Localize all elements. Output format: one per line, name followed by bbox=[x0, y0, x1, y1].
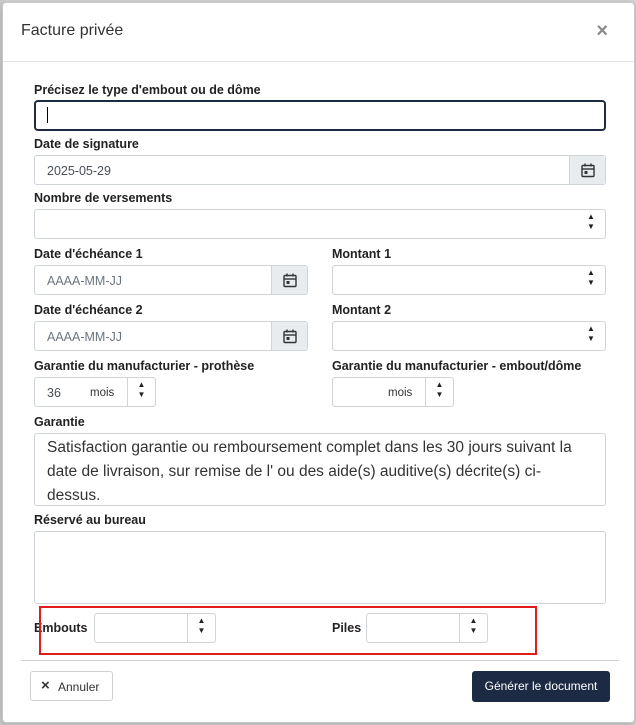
cancel-button-label: Annuler bbox=[58, 680, 100, 694]
spin-down-icon[interactable]: ▼ bbox=[587, 334, 595, 343]
spin-up-icon[interactable]: ▲ bbox=[587, 268, 595, 277]
modal-header bbox=[3, 3, 634, 62]
spin-down-icon[interactable]: ▼ bbox=[435, 390, 444, 399]
garantie-prothese-value: 36 bbox=[47, 386, 61, 400]
spin-up-icon[interactable]: ▲ bbox=[435, 380, 444, 389]
spin-up-icon[interactable]: ▲ bbox=[587, 324, 595, 333]
date-signature-label: Date de signature bbox=[34, 137, 139, 151]
date-echeance-1-input[interactable] bbox=[34, 265, 308, 295]
nombre-versements-spinner[interactable] bbox=[577, 210, 605, 238]
spin-down-icon[interactable]: ▼ bbox=[587, 222, 595, 231]
garantie-label: Garantie bbox=[34, 415, 85, 429]
spin-down-icon[interactable]: ▼ bbox=[137, 390, 146, 399]
date-echeance-1-label: Date d'échéance 1 bbox=[34, 247, 143, 261]
close-icon: × bbox=[41, 677, 50, 694]
montant-2-label: Montant 2 bbox=[332, 303, 392, 317]
embouts-label: Embouts bbox=[34, 621, 88, 635]
montant-2-spinner[interactable] bbox=[577, 322, 605, 350]
reserve-bureau-textarea[interactable] bbox=[34, 531, 606, 604]
nombre-versements-label: Nombre de versements bbox=[34, 191, 173, 205]
montant-1-label: Montant 1 bbox=[332, 247, 392, 261]
garantie-embout-input[interactable] bbox=[332, 377, 454, 407]
piles-label: Piles bbox=[332, 621, 362, 635]
garantie-embout-spinner[interactable] bbox=[425, 378, 453, 406]
reserve-bureau-label: Réservé au bureau bbox=[34, 513, 146, 527]
footer-divider bbox=[21, 660, 619, 661]
montant-1-spinner[interactable] bbox=[577, 266, 605, 294]
spin-down-icon[interactable]: ▼ bbox=[469, 626, 478, 635]
garantie-prothese-unit: mois bbox=[90, 387, 115, 399]
garantie-textarea[interactable]: Satisfaction garantie ou remboursement complet dans les 30 jours suivant la date de livraison, sur remise de l' ou des aide(s) auditive(s) décrite(s) ci-dessus. bbox=[34, 433, 606, 506]
calendar-icon[interactable] bbox=[271, 322, 307, 350]
spin-down-icon[interactable]: ▼ bbox=[587, 278, 595, 287]
highlight-box bbox=[39, 606, 537, 655]
date-echeance-2-label: Date d'échéance 2 bbox=[34, 303, 143, 317]
spin-down-icon[interactable]: ▼ bbox=[197, 626, 206, 635]
date-signature-input[interactable] bbox=[34, 155, 606, 185]
date-echeance-1-placeholder: AAAA-MM-JJ bbox=[47, 274, 122, 288]
text-caret bbox=[47, 107, 48, 123]
date-signature-value: 2025-05-29 bbox=[47, 164, 111, 178]
type-embout-label: Précisez le type d'embout ou de dôme bbox=[34, 83, 261, 97]
nombre-versements-input[interactable] bbox=[34, 209, 606, 239]
invoice-modal bbox=[2, 2, 635, 723]
garantie-embout-label: Garantie du manufacturier - embout/dôme bbox=[332, 359, 582, 373]
generate-document-button[interactable]: Générer le document bbox=[472, 671, 610, 702]
close-icon[interactable]: × bbox=[596, 20, 608, 42]
spin-up-icon[interactable]: ▲ bbox=[197, 616, 206, 625]
date-echeance-2-placeholder: AAAA-MM-JJ bbox=[47, 330, 122, 344]
calendar-icon[interactable] bbox=[271, 266, 307, 294]
garantie-prothese-label: Garantie du manufacturier - prothèse bbox=[34, 359, 255, 373]
calendar-icon[interactable] bbox=[569, 156, 605, 184]
montant-1-input[interactable] bbox=[332, 265, 606, 295]
garantie-prothese-spinner[interactable] bbox=[127, 378, 155, 406]
spin-up-icon[interactable]: ▲ bbox=[587, 212, 595, 221]
garantie-embout-unit: mois bbox=[388, 387, 413, 399]
garantie-prothese-input[interactable] bbox=[34, 377, 156, 407]
cancel-button[interactable] bbox=[30, 671, 113, 701]
modal-title: Facture privée bbox=[21, 22, 124, 39]
spin-up-icon[interactable]: ▲ bbox=[469, 616, 478, 625]
type-embout-input[interactable] bbox=[34, 100, 606, 131]
montant-2-input[interactable] bbox=[332, 321, 606, 351]
date-echeance-2-input[interactable] bbox=[34, 321, 308, 351]
spin-up-icon[interactable]: ▲ bbox=[137, 380, 146, 389]
